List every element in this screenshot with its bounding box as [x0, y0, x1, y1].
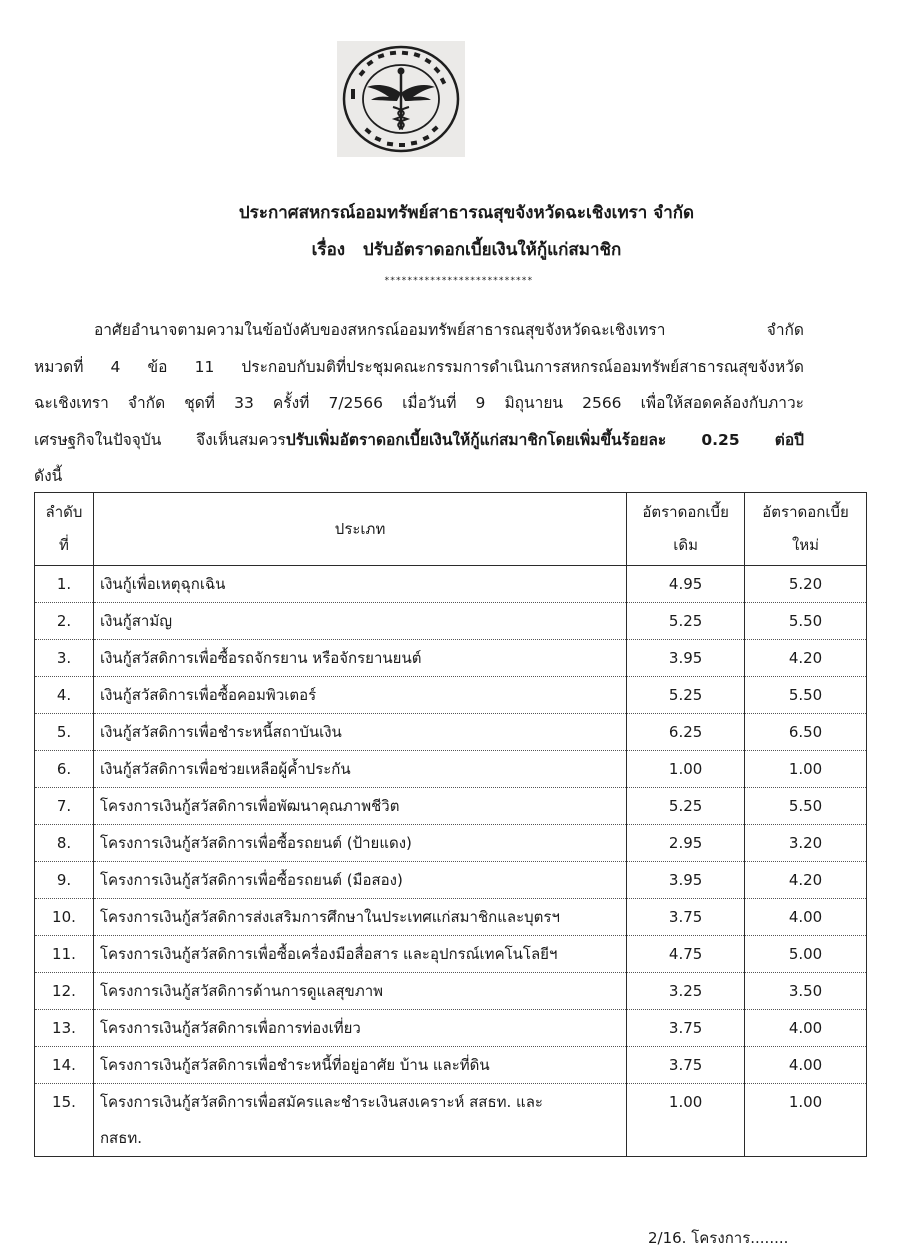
old-rate: 4.75: [627, 936, 745, 973]
table-row: [35, 825, 867, 862]
new-rate: 4.20: [745, 640, 867, 677]
table-row: [35, 566, 867, 603]
row-number: 10.: [35, 899, 94, 936]
old-rate: 6.25: [627, 714, 745, 751]
new-rate: 5.20: [745, 566, 867, 603]
table-row: [35, 973, 867, 1010]
header-new-rate: อัตราดอกเบี้ย ใหม่: [745, 493, 867, 566]
loan-type: เงินกู้สวัสดิการเพื่อซื้อคอมพิวเตอร์: [93, 677, 626, 714]
table-row: [35, 862, 867, 899]
title-separator: **************************: [384, 276, 533, 286]
cooperative-seal: [337, 41, 465, 157]
loan-type: โครงการเงินกู้สวัสดิการเพื่อซื้อเครื่องมือสื่อสาร และอุปกรณ์เทคโนโลยีฯ: [93, 936, 626, 973]
loan-type-continuation: กสธท.: [93, 1120, 626, 1157]
page-continuation: 2/16. โครงการ........: [648, 1229, 789, 1247]
new-rate: 5.00: [745, 936, 867, 973]
old-rate: 3.75: [627, 1010, 745, 1047]
table-row: [35, 603, 867, 640]
loan-type: เงินกู้สวัสดิการเพื่อซื้อรถจักรยาน หรือจักรยานยนต์: [93, 640, 626, 677]
row-number: 6.: [35, 751, 94, 788]
new-rate: 5.50: [745, 788, 867, 825]
new-rate: 5.50: [745, 677, 867, 714]
new-rate: 4.00: [745, 899, 867, 936]
row-number: 1.: [35, 566, 94, 603]
new-rate: 4.00: [745, 1047, 867, 1084]
announcement-subject: [8, 239, 917, 261]
body-line-4-bold: ปรับเพิ่มอัตราดอกเบี้ยเงินให้กู้แก่สมาชิกโดยเพิ่มขึ้นร้อยละ 0.25 ต่อปี: [285, 430, 804, 449]
loan-type: เงินกู้สวัสดิการเพื่อช่วยเหลือผู้ค้ำประกัน: [93, 751, 626, 788]
new-rate: 4.00: [745, 1010, 867, 1047]
row-number: 3.: [35, 640, 94, 677]
interest-rate-table: [34, 492, 867, 1157]
row-number: 2.: [35, 603, 94, 640]
row-number: 12.: [35, 973, 94, 1010]
table-row: [35, 640, 867, 677]
table-row: [35, 751, 867, 788]
table-row: [35, 788, 867, 825]
loan-type: เงินกู้สามัญ: [93, 603, 626, 640]
body-line-4-plain: เศรษฐกิจในปัจจุบัน จึงเห็นสมควร: [34, 430, 286, 449]
old-rate: 3.75: [627, 899, 745, 936]
table-row: [35, 1010, 867, 1047]
new-rate: 5.50: [745, 603, 867, 640]
table-row-continuation: [35, 1120, 867, 1157]
old-rate: 3.95: [627, 640, 745, 677]
header-type: ประเภท: [93, 493, 626, 566]
new-rate: 1.00: [745, 1084, 867, 1121]
body-line-5: ดังนี้: [34, 467, 63, 485]
new-rate: 4.20: [745, 862, 867, 899]
old-rate: 1.00: [627, 1084, 745, 1121]
row-number: 9.: [35, 862, 94, 899]
old-rate: 4.95: [627, 566, 745, 603]
old-rate: 3.95: [627, 862, 745, 899]
table-body: [35, 566, 867, 1157]
loan-type: โครงการเงินกู้สวัสดิการเพื่อชำระหนี้ที่อยู่อาศัย บ้าน และที่ดิน: [93, 1047, 626, 1084]
loan-type: โครงการเงินกู้สวัสดิการด้านการดูแลสุขภาพ: [93, 973, 626, 1010]
empty-cell: [627, 1120, 745, 1157]
table-row: [35, 1084, 867, 1121]
body-line-3: ฉะเชิงเทรา จำกัด ชุดที่ 33 ครั้งที่ 7/2566 เมื่อวันที่ 9 มิถุนายน 2566 เพื่อให้สอดคล้องกับภาวะ: [34, 394, 804, 412]
old-rate: 5.25: [627, 603, 745, 640]
announcement-body: [34, 312, 804, 495]
row-number: 13.: [35, 1010, 94, 1047]
row-number: 8.: [35, 825, 94, 862]
new-rate: 3.50: [745, 973, 867, 1010]
new-rate: 3.20: [745, 825, 867, 862]
new-rate: 6.50: [745, 714, 867, 751]
loan-type: โครงการเงินกู้สวัสดิการเพื่อซื้อรถยนต์ (ป้ายแดง): [93, 825, 626, 862]
old-rate: 1.00: [627, 751, 745, 788]
header-no: ลำดับ ที่: [35, 493, 94, 566]
table-row: [35, 936, 867, 973]
seal-emblem-icon: [337, 41, 465, 157]
table-row: [35, 714, 867, 751]
loan-type: โครงการเงินกู้สวัสดิการเพื่อการท่องเที่ยว: [93, 1010, 626, 1047]
body-line-1: อาศัยอำนาจตามความในข้อบังคับของสหกรณ์ออมทรัพย์สาธารณสุขจังหวัดฉะเชิงเทรา จำกัด: [94, 321, 804, 339]
empty-cell: [35, 1120, 94, 1157]
loan-type: เงินกู้เพื่อเหตุฉุกเฉิน: [93, 566, 626, 603]
announcement-title: ประกาศสหกรณ์ออมทรัพย์สาธารณสุขจังหวัดฉะเชิงเทรา จำกัด: [238, 203, 695, 223]
row-number: 11.: [35, 936, 94, 973]
table-row: [35, 1047, 867, 1084]
table-row: [35, 899, 867, 936]
old-rate: 2.95: [627, 825, 745, 862]
empty-cell: [745, 1120, 867, 1157]
row-number: 4.: [35, 677, 94, 714]
row-number: 5.: [35, 714, 94, 751]
row-number: 14.: [35, 1047, 94, 1084]
loan-type: โครงการเงินกู้สวัสดิการเพื่อสมัครและชำระเงินสงเคราะห์ สสธท. และ: [93, 1084, 626, 1121]
body-line-4: [34, 422, 804, 459]
table-row: [35, 677, 867, 714]
old-rate: 3.75: [627, 1047, 745, 1084]
row-number: 15.: [35, 1084, 94, 1121]
new-rate: 1.00: [745, 751, 867, 788]
old-rate: 5.25: [627, 677, 745, 714]
table-header-row: [35, 493, 867, 566]
old-rate: 3.25: [627, 973, 745, 1010]
loan-type: เงินกู้สวัสดิการเพื่อชำระหนี้สถาบันเงิน: [93, 714, 626, 751]
row-number: 7.: [35, 788, 94, 825]
subject-label: เรื่อง: [311, 240, 346, 260]
header-old-rate: อัตราดอกเบี้ย เดิม: [627, 493, 745, 566]
loan-type: โครงการเงินกู้สวัสดิการส่งเสริมการศึกษาในประเทศแก่สมาชิกและบุตรฯ: [93, 899, 626, 936]
subject-text: ปรับอัตราดอกเบี้ยเงินให้กู้แก่สมาชิก: [362, 240, 622, 260]
loan-type: โครงการเงินกู้สวัสดิการเพื่อพัฒนาคุณภาพชีวิต: [93, 788, 626, 825]
loan-type: โครงการเงินกู้สวัสดิการเพื่อซื้อรถยนต์ (มือสอง): [93, 862, 626, 899]
old-rate: 5.25: [627, 788, 745, 825]
body-line-2: หมวดที่ 4 ข้อ 11 ประกอบกับมติที่ประชุมคณะกรรมการดำเนินการสหกรณ์ออมทรัพย์สาธารณสุขจังหวัด: [34, 357, 804, 376]
